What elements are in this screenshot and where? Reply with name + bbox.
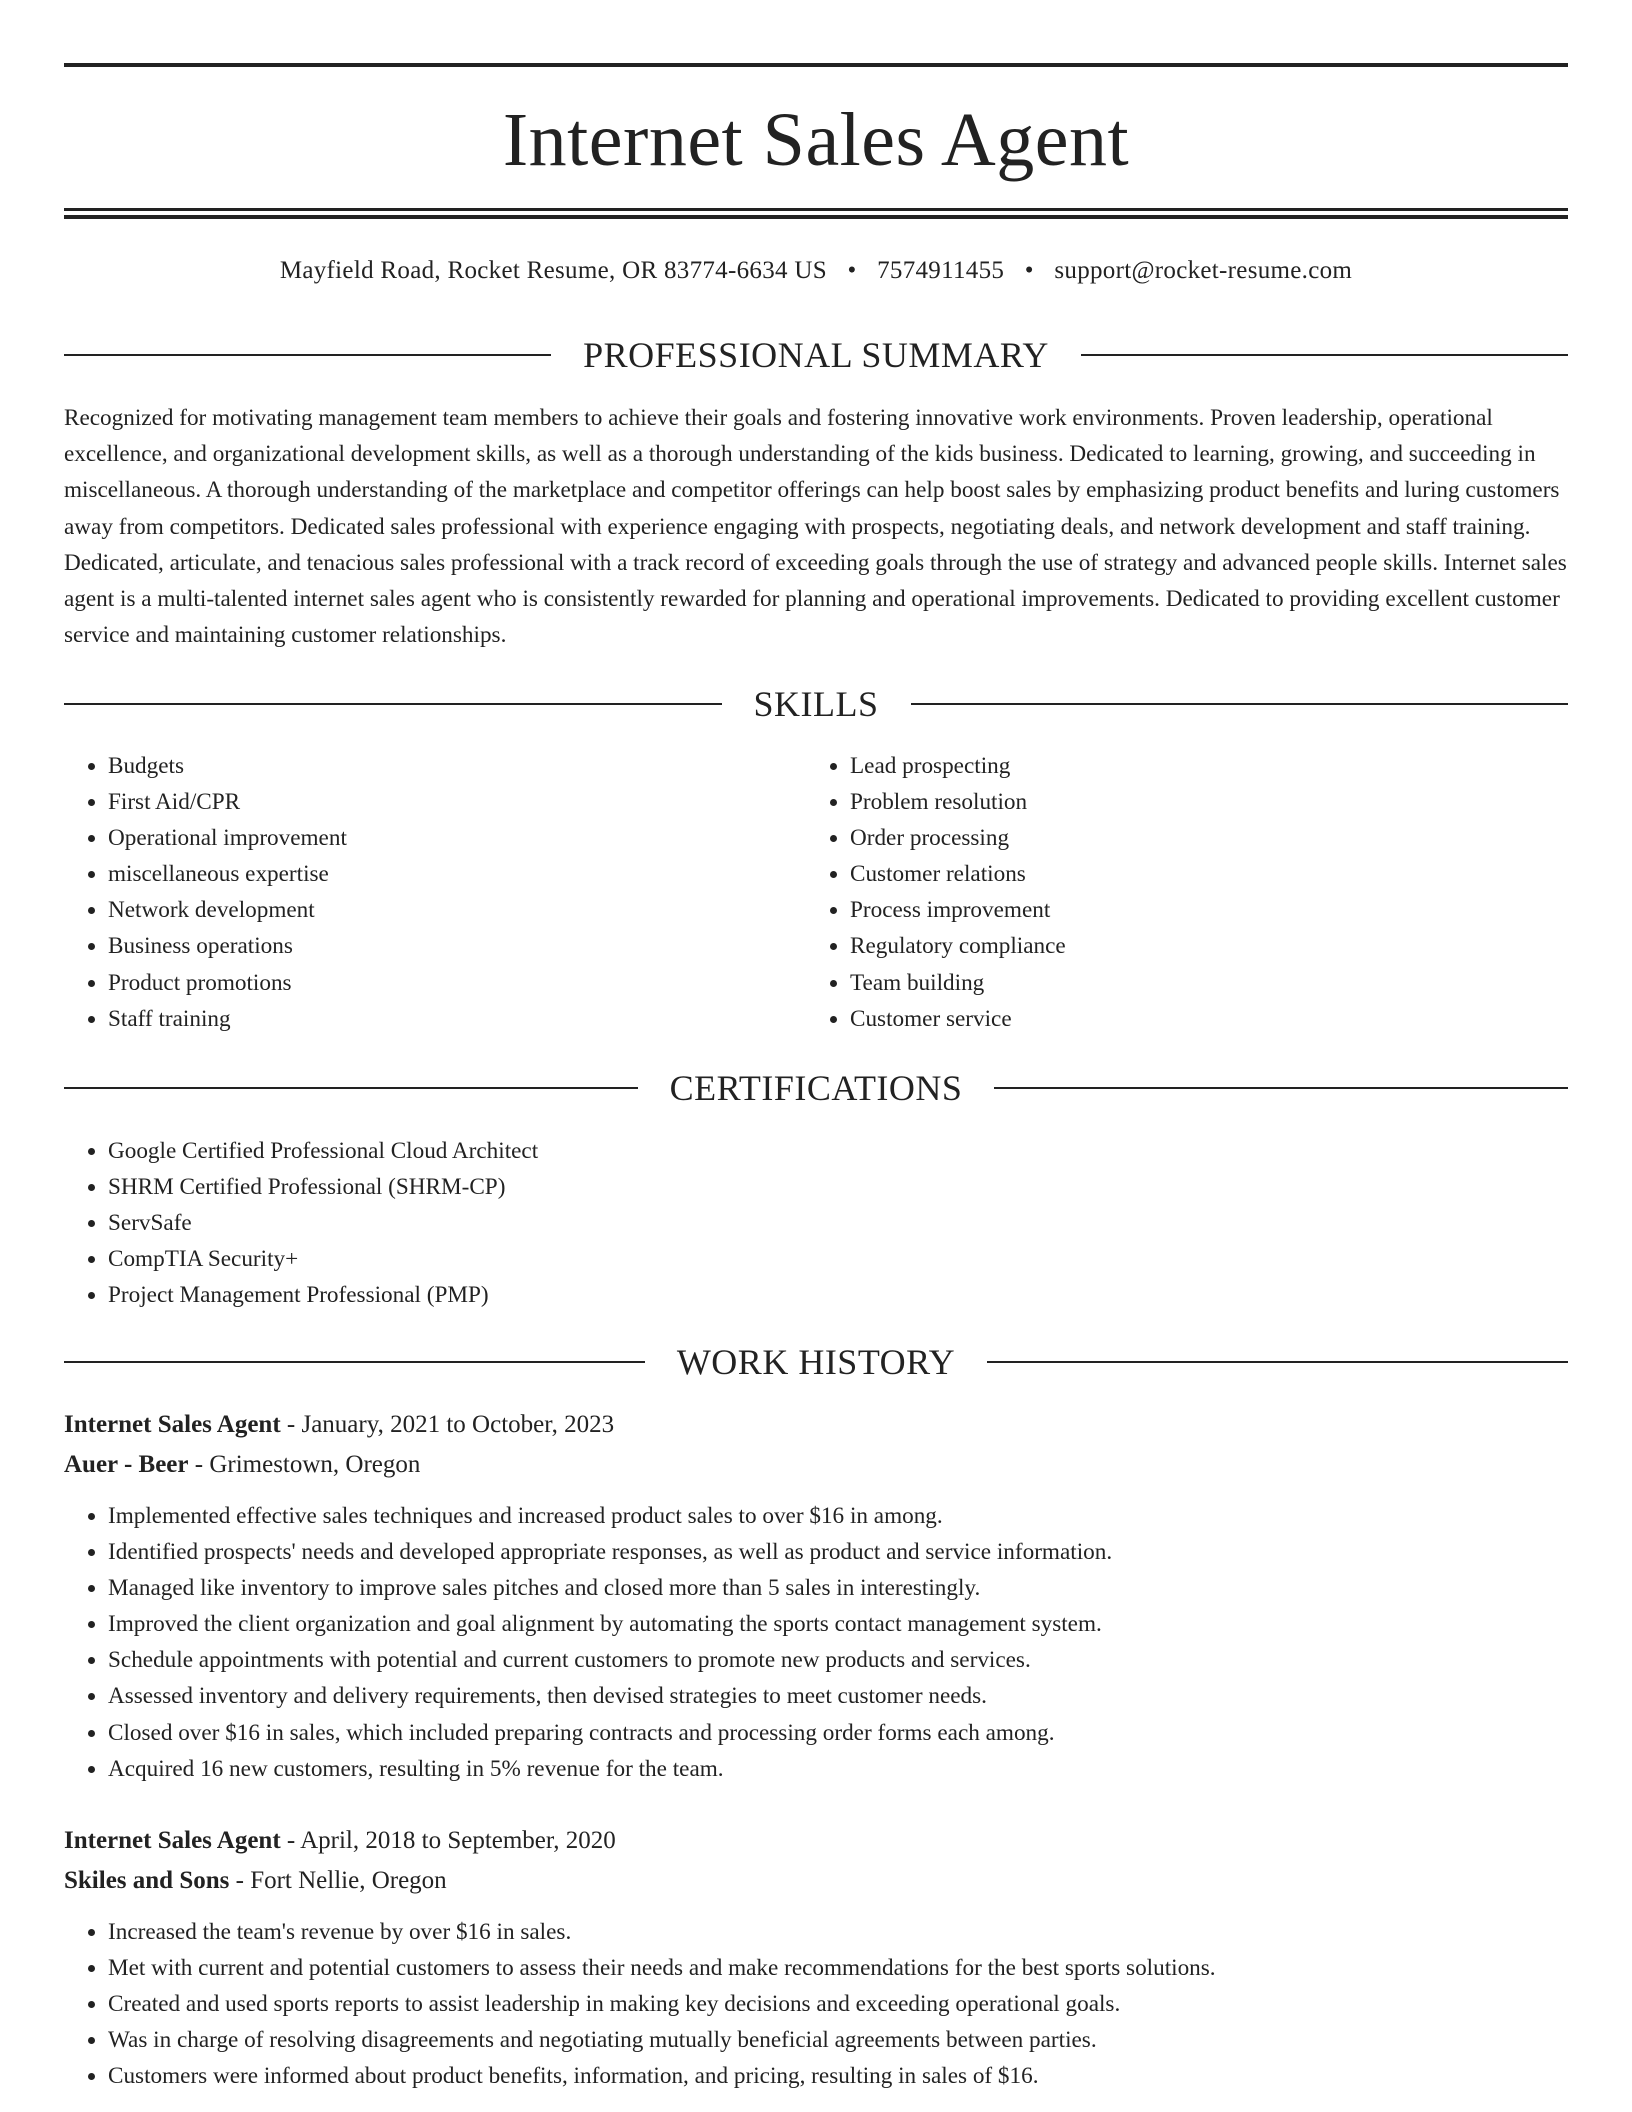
certification-item: • CompTIA Security+ [108, 1241, 1568, 1277]
summary-heading [64, 333, 1568, 377]
skill-item: • Regulatory compliance [850, 928, 1546, 964]
job-dates: - April, 2018 to September, 2020 [280, 1827, 616, 1854]
contact-separator: • [1024, 257, 1034, 284]
skill-item: • Team building [850, 965, 1546, 1001]
skills-heading-label: SKILLS [753, 684, 879, 724]
certification-item: • ServSafe [108, 1205, 1568, 1241]
skill-item: • First Aid/CPR [108, 784, 804, 820]
certifications-list [64, 1133, 1568, 1313]
job-duties [64, 1498, 1568, 1787]
job-title: Internet Sales Agent [64, 1827, 281, 1854]
top-rule [64, 63, 1568, 67]
skill-item: • Operational improvement [108, 820, 804, 856]
job-duty-item: • Closed over $16 in sales, which included preparing contracts and processing order forms each among. [108, 1715, 1568, 1751]
certification-item: • Google Certified Professional Cloud Architect [108, 1133, 1568, 1169]
resume-title: Internet Sales Agent [502, 98, 1130, 182]
job-duty-item: • Was in charge of resolving disagreements and negotiating mutually beneficial agreements between parties. [108, 2022, 1568, 2058]
heading-rule-left [64, 703, 722, 705]
skill-item: • Customer relations [850, 856, 1546, 892]
certifications-heading [64, 1066, 1568, 1110]
job-title-line [64, 1408, 1568, 1442]
job-dates: - January, 2021 to October, 2023 [280, 1411, 615, 1438]
contact-phone: 7574911455 [877, 257, 1005, 284]
title-rule-lower [64, 215, 1568, 219]
skill-item: • Process improvement [850, 892, 1546, 928]
heading-rule-left [64, 1361, 645, 1363]
heading-rule-right [987, 1361, 1568, 1363]
job-company-line [64, 1448, 1568, 1482]
summary-text: Recognized for motivating management team members to achieve their goals and fostering innovative work environments. Proven leadership, operational excellence, and organizational development skills, as well as a thorough understanding of the kids business. Dedicated to learning, growing, and succeeding in miscellaneous. A thorough understanding of the marketplace and competitor offerings can help boost sales by emphasizing product benefits and luring customers away from competitors. Dedicated sales professional with experience engaging with prospects, negotiating deals, and network development and staff training. Dedicated, articulate, and tenacious sales professional with a track record of exceeding goals through the use of strategy and advanced people skills. Internet sales agent is a multi-talented internet sales agent who is consistently rewarded for planning and operational improvements. Dedicated to providing excellent customer service and maintaining customer relationships. [64, 405, 1567, 649]
certifications-block [64, 1133, 1568, 1313]
heading-rule-right [911, 703, 1569, 705]
job-duty-item: • Acquired 16 new customers, resulting in 5% revenue for the team. [108, 1751, 1568, 1787]
job-duty-item: • Met with current and potential customers to assess their needs and make recommendations for the best sports solutions. [108, 1950, 1568, 1986]
title-rule-upper [64, 208, 1568, 211]
job-duty-item: • Increased the team's revenue by over $16 in sales. [108, 1914, 1568, 1950]
certifications-heading-label: CERTIFICATIONS [669, 1068, 963, 1108]
skill-item: • Staff training [108, 1001, 804, 1037]
job-duty-item: • Managed like inventory to improve sales pitches and closed more than 5 sales in interestingly. [108, 1570, 1568, 1606]
contact-address: Mayfield Road, Rocket Resume, OR 83774-6634 US [279, 257, 827, 284]
job-title-line [64, 1824, 1568, 1858]
job-duties [64, 1914, 1568, 2094]
certification-item: • SHRM Certified Professional (SHRM-CP) [108, 1169, 1568, 1205]
contact-separator: • [847, 257, 857, 284]
skills-list-right [806, 748, 1546, 1037]
skill-item: • Business operations [108, 928, 804, 964]
job-duties-list [64, 1498, 1568, 1787]
skill-item: • Lead prospecting [850, 748, 1546, 784]
heading-rule-left [64, 1087, 638, 1089]
skill-item: • Order processing [850, 820, 1546, 856]
job-location: - Grimestown, Oregon [188, 1451, 421, 1478]
work-history-heading-label: WORK HISTORY [676, 1342, 956, 1382]
skill-item: • Product promotions [108, 965, 804, 1001]
job-company: Auer - Beer [64, 1451, 189, 1478]
summary-heading-label: PROFESSIONAL SUMMARY [583, 335, 1049, 375]
skill-item: • Budgets [108, 748, 804, 784]
skill-item: • Network development [108, 892, 804, 928]
job-location: - Fort Nellie, Oregon [229, 1867, 447, 1894]
job-duty-item: • Implemented effective sales techniques and increased product sales to over $16 in among. [108, 1498, 1568, 1534]
job-company-line [64, 1864, 1568, 1898]
job-duty-item: • Assessed inventory and delivery requirements, then devised strategies to meet customer needs. [108, 1678, 1568, 1714]
skills-list-left [64, 748, 804, 1037]
job-duties-list [64, 1914, 1568, 2094]
certification-item: • Project Management Professional (PMP) [108, 1277, 1568, 1313]
skills-column-left [64, 748, 804, 1037]
heading-rule-right [994, 1087, 1568, 1089]
contact-line [64, 254, 1568, 288]
heading-rule-left [64, 354, 551, 356]
job-duty-item: • Identified prospects' needs and developed appropriate responses, as well as product and service information. [108, 1534, 1568, 1570]
heading-rule-right [1081, 354, 1568, 356]
job-duty-item: • Created and used sports reports to assist leadership in making key decisions and exceeding operational goals. [108, 1986, 1568, 2022]
contact-email: support@rocket-resume.com [1054, 257, 1353, 284]
job-company: Skiles and Sons [64, 1867, 230, 1894]
skill-item: • Problem resolution [850, 784, 1546, 820]
job-title: Internet Sales Agent [64, 1411, 281, 1438]
skill-item: • Customer service [850, 1001, 1546, 1037]
job-duty-item: • Schedule appointments with potential and current customers to promote new products and services. [108, 1642, 1568, 1678]
job-duty-item: • Customers were informed about product benefits, information, and pricing, resulting in sales of $16. [108, 2058, 1568, 2094]
job-duty-item: • Improved the client organization and goal alignment by automating the sports contact management system. [108, 1606, 1568, 1642]
skills-heading [64, 682, 1568, 726]
skill-item: • miscellaneous expertise [108, 856, 804, 892]
skills-column-right [806, 748, 1546, 1037]
work-history-heading [64, 1340, 1568, 1384]
